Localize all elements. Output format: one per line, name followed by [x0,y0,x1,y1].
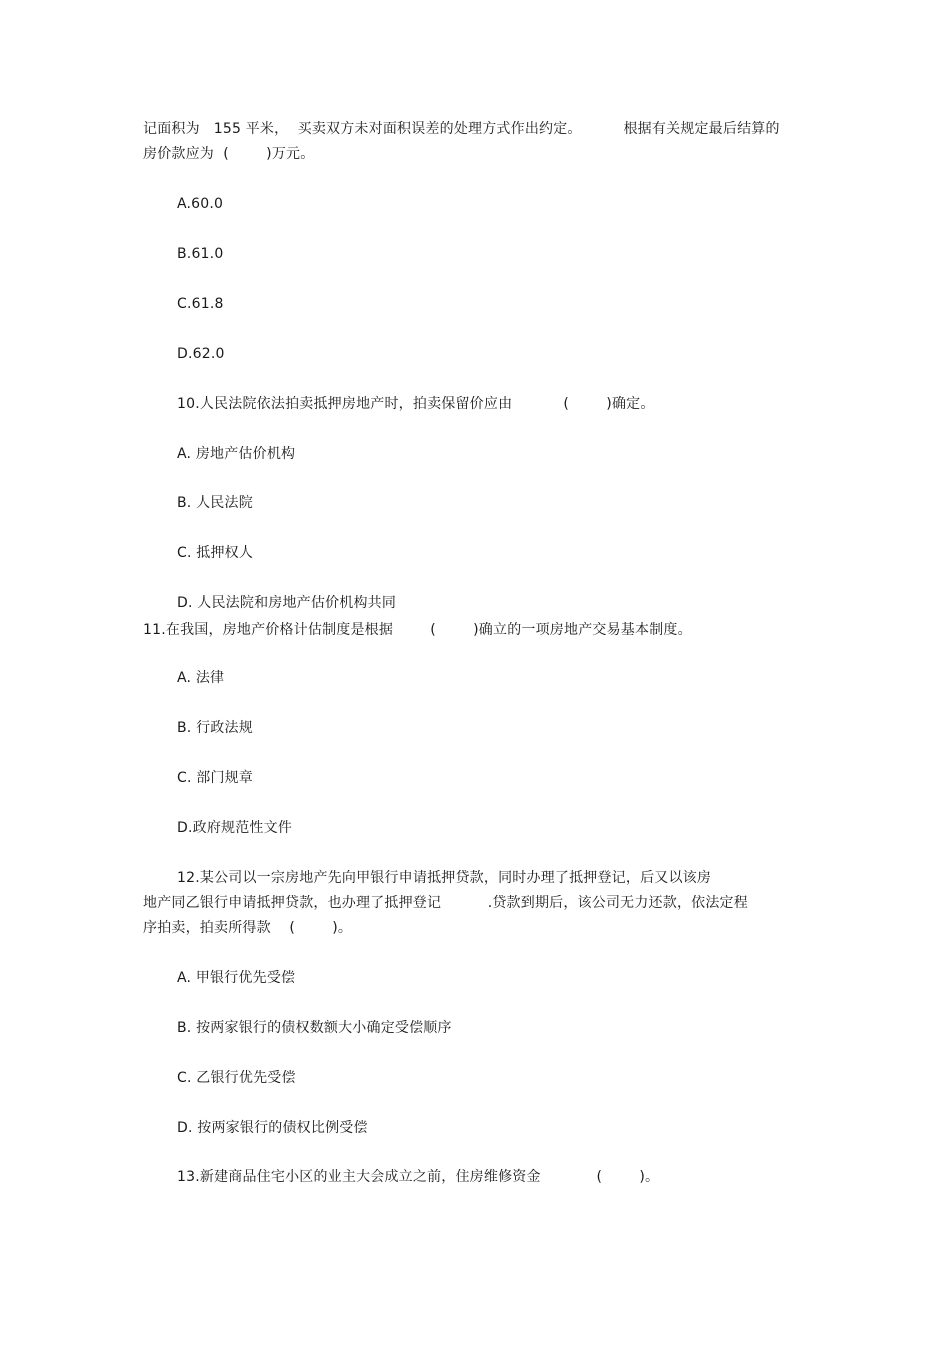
question-12-option-c: C. 乙银行优先受偿 [177,1070,296,1086]
question-10-option-c: C. 抵押权人 [177,545,254,561]
question-11-option-c: C. 部门规章 [177,770,254,786]
question-9-option-b: B.61.0 [177,246,224,262]
question-9-option-c: C.61.8 [177,296,224,312]
question-10-option-d: D. 人民法院和房地产估价机构共同 [177,595,397,611]
question-12-option-d: D. 按两家银行的债权比例受偿 [177,1120,368,1136]
question-12-option-a: A. 甲银行优先受偿 [177,970,296,986]
question-11-option-d: D.政府规范性文件 [177,820,293,836]
question-11-option-a: A. 法律 [177,670,225,686]
question-10-option-a: A. 房地产估价机构 [177,446,296,462]
question-11-option-b: B. 行政法规 [177,720,253,736]
question-10-option-b: B. 人民法院 [177,495,253,511]
question-9-stem-line-1: 记面积为 155 平米， 买卖双方未对面积误差的处理方式作出约定。 根据有关规定最后结算的 [143,121,780,137]
question-9-option-a: A.60.0 [177,196,224,212]
question-11-stem: 11.在我国，房地产价格计估制度是根据 ( )确立的一项房地产交易基本制度。 [143,622,692,638]
question-10-stem: 10.人民法院依法拍卖抵押房地产时，拍卖保留价应由 ( )确定。 [177,396,655,412]
question-13-stem: 13.新建商品住宅小区的业主大会成立之前，住房维修资金 ( )。 [177,1169,660,1185]
question-12-stem-line-1: 12.某公司以一宗房地产先向甲银行申请抵押贷款，同时办理了抵押登记，后又以该房 [177,870,712,886]
question-9-stem-line-2: 房价款应为 ( )万元。 [143,146,315,162]
question-12-stem-line-3: 序拍卖，拍卖所得款 ( )。 [143,920,353,936]
question-9-option-d: D.62.0 [177,346,225,362]
question-12-stem-line-2: 地产同乙银行申请抵押贷款，也办理了抵押登记 .贷款到期后，该公司无力还款，依法定程 [143,895,748,911]
question-12-option-b: B. 按两家银行的债权数额大小确定受偿顺序 [177,1020,452,1036]
